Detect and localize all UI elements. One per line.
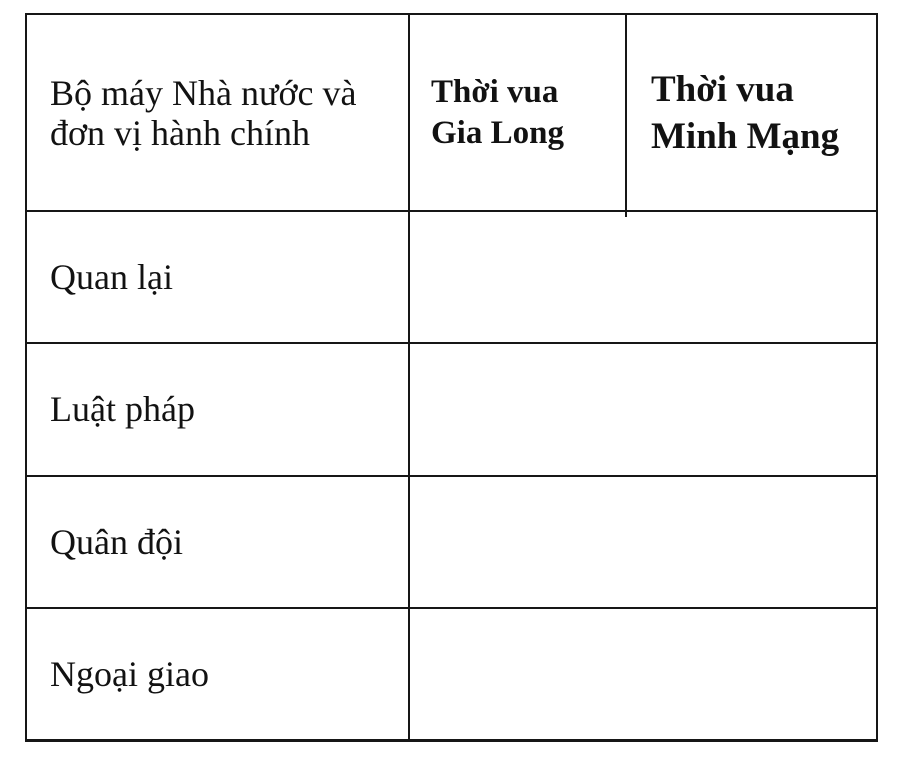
table-header-row [27, 15, 876, 212]
header-category-line1: Bộ máy Nhà nước và [50, 72, 357, 113]
header-cell-category [27, 15, 410, 210]
row-label-cell-quan-lai [27, 212, 410, 342]
header-cell-minh-mang [627, 15, 876, 210]
table-row-quan-lai [27, 212, 876, 344]
header-minh-mang-line1: Thời vua [651, 68, 794, 110]
row-label: Ngoại giao [50, 653, 209, 694]
header-gia-long-line2: Gia Long [431, 114, 564, 151]
header-gia-long-line1: Thời vua [431, 73, 559, 110]
table-row-ngoai-giao [27, 609, 876, 739]
row-label: Quân đội [50, 521, 183, 562]
answer-cell-quan-doi [410, 477, 876, 607]
answer-cell-luat-phap [410, 344, 876, 474]
answer-cell-quan-lai [410, 212, 876, 342]
table-row-quan-doi [27, 477, 876, 609]
state-apparatus-table [25, 13, 878, 742]
row-label-cell-ngoai-giao [27, 609, 410, 739]
header-cell-gia-long [410, 15, 627, 210]
header-category-line2: đơn vị hành chính [50, 112, 310, 153]
row-label-cell-luat-phap [27, 344, 410, 474]
table-row-luat-phap [27, 344, 876, 476]
row-label-cell-quan-doi [27, 477, 410, 607]
row-label: Quan lại [50, 257, 173, 298]
header-minh-mang-line2: Minh Mạng [651, 115, 840, 157]
answer-cell-ngoai-giao [410, 609, 876, 739]
row-label: Luật pháp [50, 389, 195, 430]
